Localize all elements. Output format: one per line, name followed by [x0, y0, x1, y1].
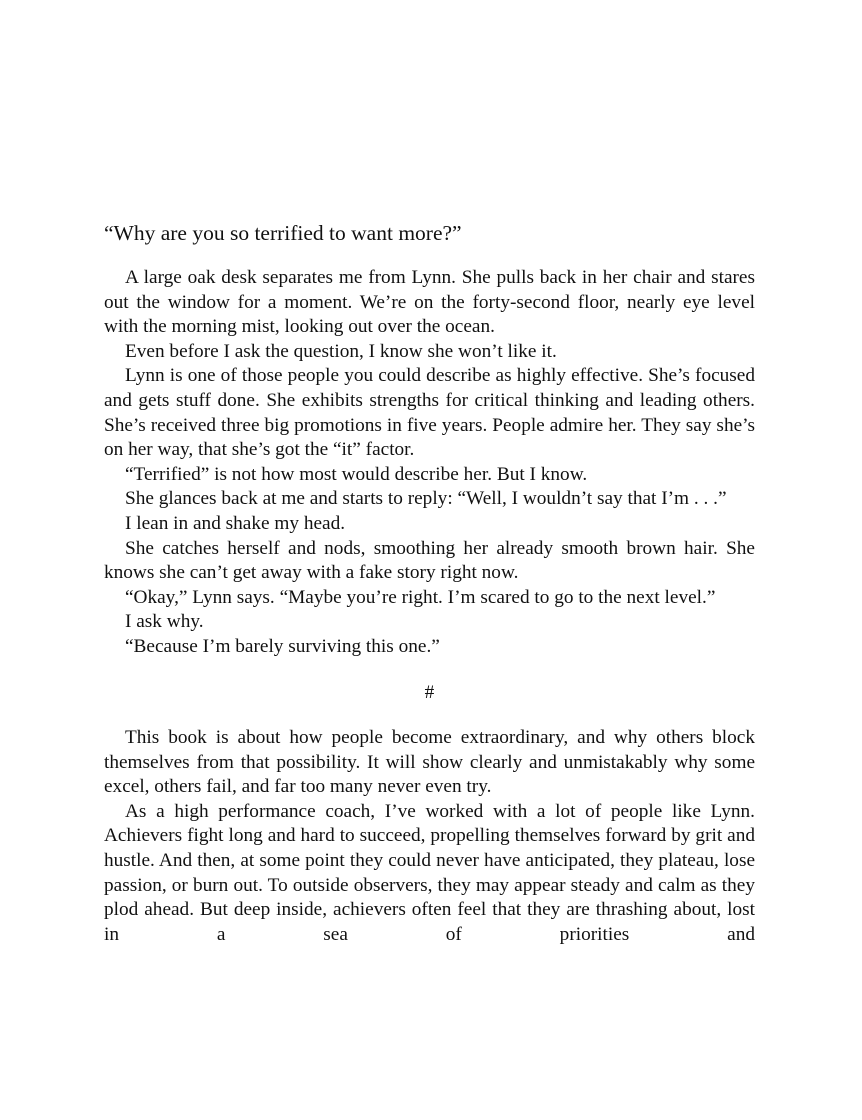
paragraph: A large oak desk separates me from Lynn. She pulls back in her chair and stares out the window for a moment. We’re on the forty-second floor, nearly eye level with the morning mist, looking out over the ocean. [104, 267, 755, 338]
paragraph: As a high performance coach, I’ve worked with a lot of people like Lynn. Achievers fight long and hard to succeed, propelling themselves forward by grit and hustle. And then, at some point they could never have anticipated, they plateau, lose passion, or burn out. To outside observers, they may appear steady and calm as they plod ahead. But deep inside, achievers often feel that they are thrashing about, lost in a sea of priorities and [104, 800, 755, 945]
paragraph: Even before I ask the question, I know she won’t like it. [125, 340, 557, 362]
paragraph: Lynn is one of those people you could describe as highly effective. She’s focused and gets stuff done. She exhibits strengths for critical thinking and leading others. She’s received three big promotions in five years. People admire her. They say she’s on her way, that she’s got the “it” factor. [104, 365, 755, 461]
page-body [104, 218, 755, 947]
paragraph: I lean in and shake my head. [125, 512, 346, 534]
paragraph: “Okay,” Lynn says. “Maybe you’re right. I’m scared to go to the next level.” [125, 586, 716, 608]
paragraph: She catches herself and nods, smoothing her already smooth brown hair. She knows she can’t get away with a fake story right now. [104, 537, 755, 584]
paragraph: “Terrified” is not how most would describe her. But I know. [125, 463, 588, 485]
paragraph: “Because I’m barely surviving this one.” [125, 635, 440, 657]
opening-quote-heading: “Why are you so terrified to want more?” [104, 221, 462, 245]
section-separator: # [424, 681, 435, 703]
paragraph: I ask why. [125, 611, 204, 633]
paragraph: This book is about how people become extraordinary, and why others block themselves from that possibility. It will show clearly and unmistakably why some excel, others fail, and far too many never even try. [104, 727, 755, 798]
paragraph: She glances back at me and starts to reply: “Well, I wouldn’t say that I’m . . .” [125, 488, 727, 510]
